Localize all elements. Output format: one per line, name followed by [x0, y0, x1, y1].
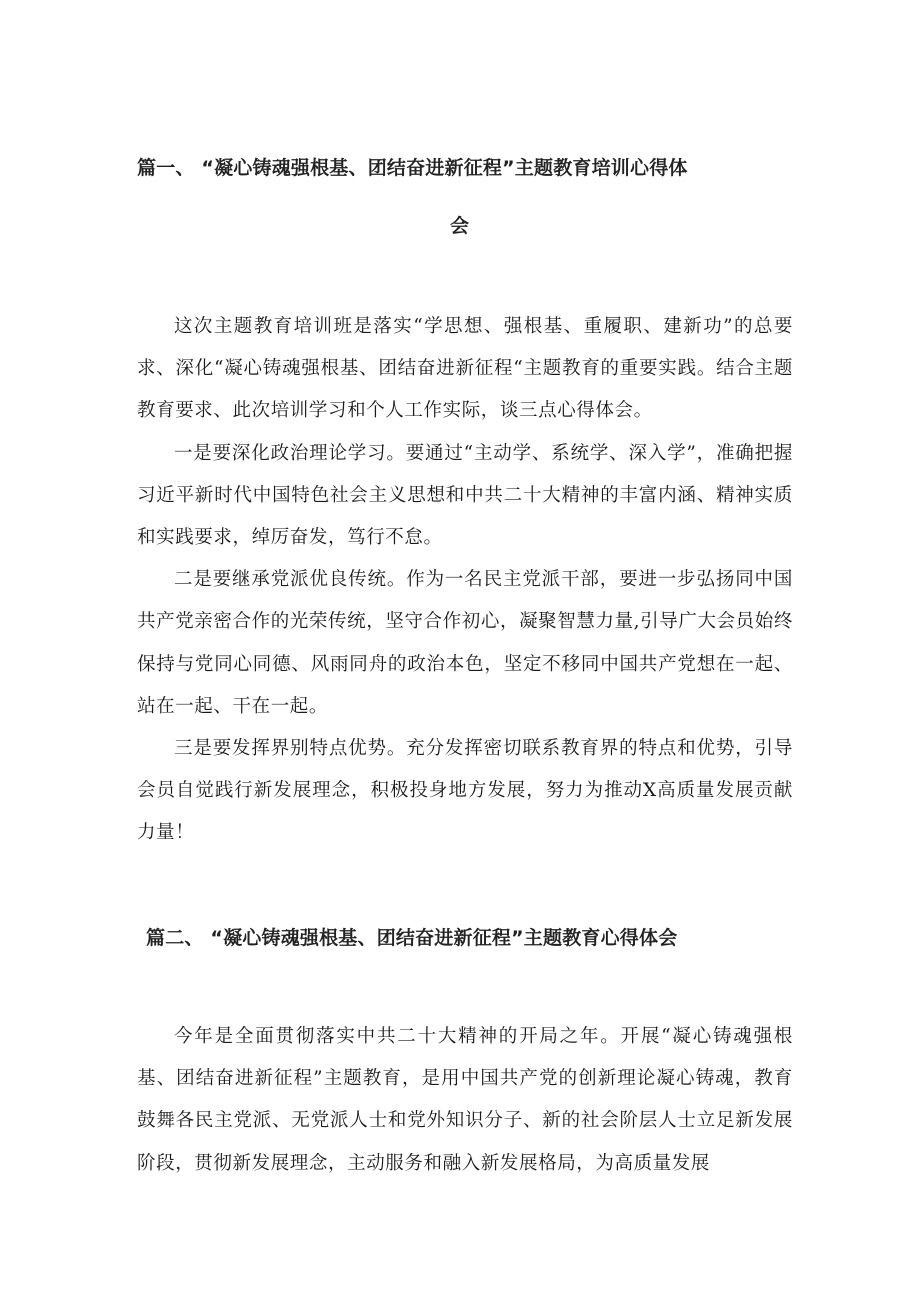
section2-title: 篇二、 “凝心铸魂强根基、团结奋进新征程”主题教育心得体会	[146, 927, 678, 949]
section2-body	[137, 1016, 793, 1185]
section1-paragraph-point-1: 一是要深化政治理论学习。要通过“主动学、系统学、深入学”，准确把握习近平新时代中国特色社会主义思想和中共二十大精神的丰富内涵、精神实质和实践要求，绰厉奋发，笃行不怠。	[137, 442, 793, 549]
section1-paragraph-point-2: 二是要继承党派优良传统。作为一名民主党派干部，要进一步弘扬同中国共产党亲密合作的光荣传统，坚守合作初心，凝聚智慧力量,引导广大会员始终保持与党同心同德、风雨同舟的政治本色，坚定不移同中国共产党想在一起、站在一起、干在一起。	[137, 569, 793, 717]
section1-title-continuation: 会	[450, 215, 470, 237]
section1-body	[137, 306, 793, 855]
section1-paragraph-point-3: 三是要发挥界别特点优势。充分发挥密切联系教育界的特点和优势，引导会员自觉践行新发展理念，积极投身地方发展，努力为推动X高质量发展贡献力量！	[137, 738, 793, 844]
section1-paragraph-intro: 这次主题教育培训班是落实“学思想、强根基、重履职、建新功”的总要求、深化“凝心铸魂强根基、团结奋进新征程“主题教育的重要实践。结合主题教育要求、此次培训学习和个人工作实际，谈三点心得体会。	[137, 316, 793, 422]
section1-title: 篇一、 “凝心铸魂强根基、团结奋进新征程”主题教育培训心得体	[137, 157, 688, 179]
section2-paragraph-intro: 今年是全面贯彻落实中共二十大精神的开局之年。开展“凝心铸魂强根基、团结奋进新征程”主题教育，是用中国共产党的创新理论凝心铸魂，教育鼓舞各民主党派、无党派人士和党外知识分子、新的社会阶层人士立足新发展阶段，贯彻新发展理念，主动服务和融入新发展格局，为高质量发展	[137, 1026, 793, 1174]
